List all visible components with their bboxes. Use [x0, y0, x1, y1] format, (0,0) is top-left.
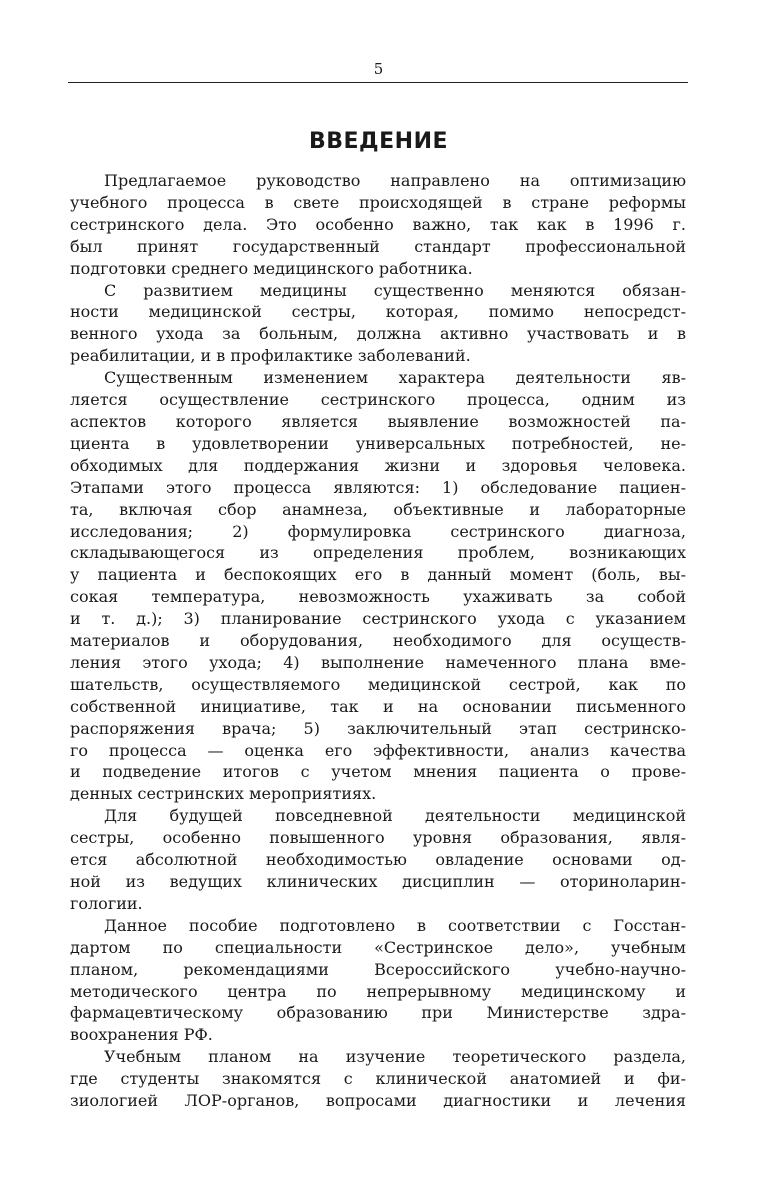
header-rule	[68, 82, 688, 83]
text-line: методического центра по непрерывному медицинскому и	[70, 981, 686, 1001]
paragraph	[70, 367, 686, 805]
text-line: и подведение итогов с учетом мнения пациента о прове-	[70, 762, 686, 782]
body-text	[70, 170, 686, 1112]
text-line: обходимых для поддержания жизни и здоровья человека.	[70, 455, 686, 475]
text-line: Учебным планом на изучение теоретического раздела,	[104, 1047, 686, 1067]
text-line: учебного процесса в свете происходящей в стране реформы	[70, 192, 686, 212]
text-line: Этапами этого процесса являются: 1) обследование пациен-	[70, 477, 686, 497]
text-line: подготовки среднего медицинского работника.	[70, 258, 473, 278]
text-line: был принят государственный стандарт профессиональной	[70, 236, 686, 256]
text-line: зиологией ЛОР-органов, вопросами диагностики и лечения	[70, 1091, 686, 1111]
paragraph	[70, 280, 686, 368]
text-line: материалов и оборудования, необходимого для осуществ-	[70, 631, 686, 651]
text-line: го процесса — оценка его эффективности, анализ качества	[70, 740, 686, 760]
text-line: у пациента и беспокоящих его в данный момент (боль, вы-	[70, 565, 686, 585]
text-line: Предлагаемое руководство направлено на оптимизацию	[104, 171, 686, 190]
page-number: 5	[373, 60, 384, 78]
paragraph	[70, 170, 686, 280]
text-line: аспектов которого является выявление возможностей па-	[70, 411, 686, 431]
text-line: складывающегося из определения проблем, возникающих	[70, 543, 686, 563]
text-line: и т. д.); 3) планирование сестринского ухода с указанием	[70, 609, 686, 629]
text-line: воохранения РФ.	[70, 1025, 213, 1045]
text-line: шательств, осуществляемого медицинской сестрой, как по	[70, 674, 686, 694]
text-line: распоряжения врача; 5) заключительный этап сестринско-	[70, 718, 686, 738]
text-line: сокая температура, невозможность ухаживать за собой	[70, 587, 686, 607]
text-line: планом, рекомендациями Всероссийского учебно-научно-	[70, 959, 686, 979]
paragraph	[70, 1046, 686, 1112]
text-line: Для будущей повседневной деятельности медицинской	[104, 806, 686, 826]
text-line: ется абсолютной необходимостью овладение основами од-	[70, 850, 686, 870]
text-line: собственной инициативе, так и на основании письменного	[70, 696, 686, 716]
text-line: реабилитации, и в профилактике заболеваний.	[70, 346, 471, 366]
text-line: С развитием медицины существенно меняются обязан-	[104, 280, 686, 300]
text-line: денных сестринских мероприятиях.	[70, 784, 377, 804]
text-line: циента в удовлетворении универсальных потребностей, не-	[70, 433, 686, 453]
paragraph	[70, 805, 686, 915]
text-line: где студенты знакомятся с клинической анатомией и фи-	[70, 1069, 686, 1089]
paragraph	[70, 915, 686, 1046]
text-line: фармацевтическому образованию при Министерстве здра-	[70, 1003, 686, 1023]
text-line: ления этого ухода; 4) выполнение намеченного плана вме-	[70, 652, 686, 672]
text-line: Данное пособие подготовлено в соответствии с Госстан-	[104, 915, 686, 935]
text-line: дартом по специальности «Сестринское дело», учебным	[70, 937, 686, 957]
text-line: исследования; 2) формулировка сестринского диагноза,	[70, 521, 686, 541]
text-line: ной из ведущих клинических дисциплин — оториноларин-	[70, 872, 686, 891]
text-line: венного ухода за больным, должна активно участвовать и в	[70, 324, 686, 344]
text-line: гологии.	[70, 893, 143, 913]
chapter-heading: ВВЕДЕНИЕ	[308, 129, 449, 154]
text-line: сестры, особенно повышенного уровня образования, явля-	[70, 828, 686, 848]
text-line: ляется осуществление сестринского процесса, одним из	[70, 390, 686, 410]
text-line: та, включая сбор анамнеза, объективные и лабораторные	[70, 499, 686, 519]
text-line: ности медицинской сестры, которая, помимо непосредст-	[70, 302, 686, 322]
text-line: сестринского дела. Это особенно важно, так как в 1996 г.	[70, 214, 686, 234]
text-line: Существенным изменением характера деятельности яв-	[104, 368, 686, 388]
